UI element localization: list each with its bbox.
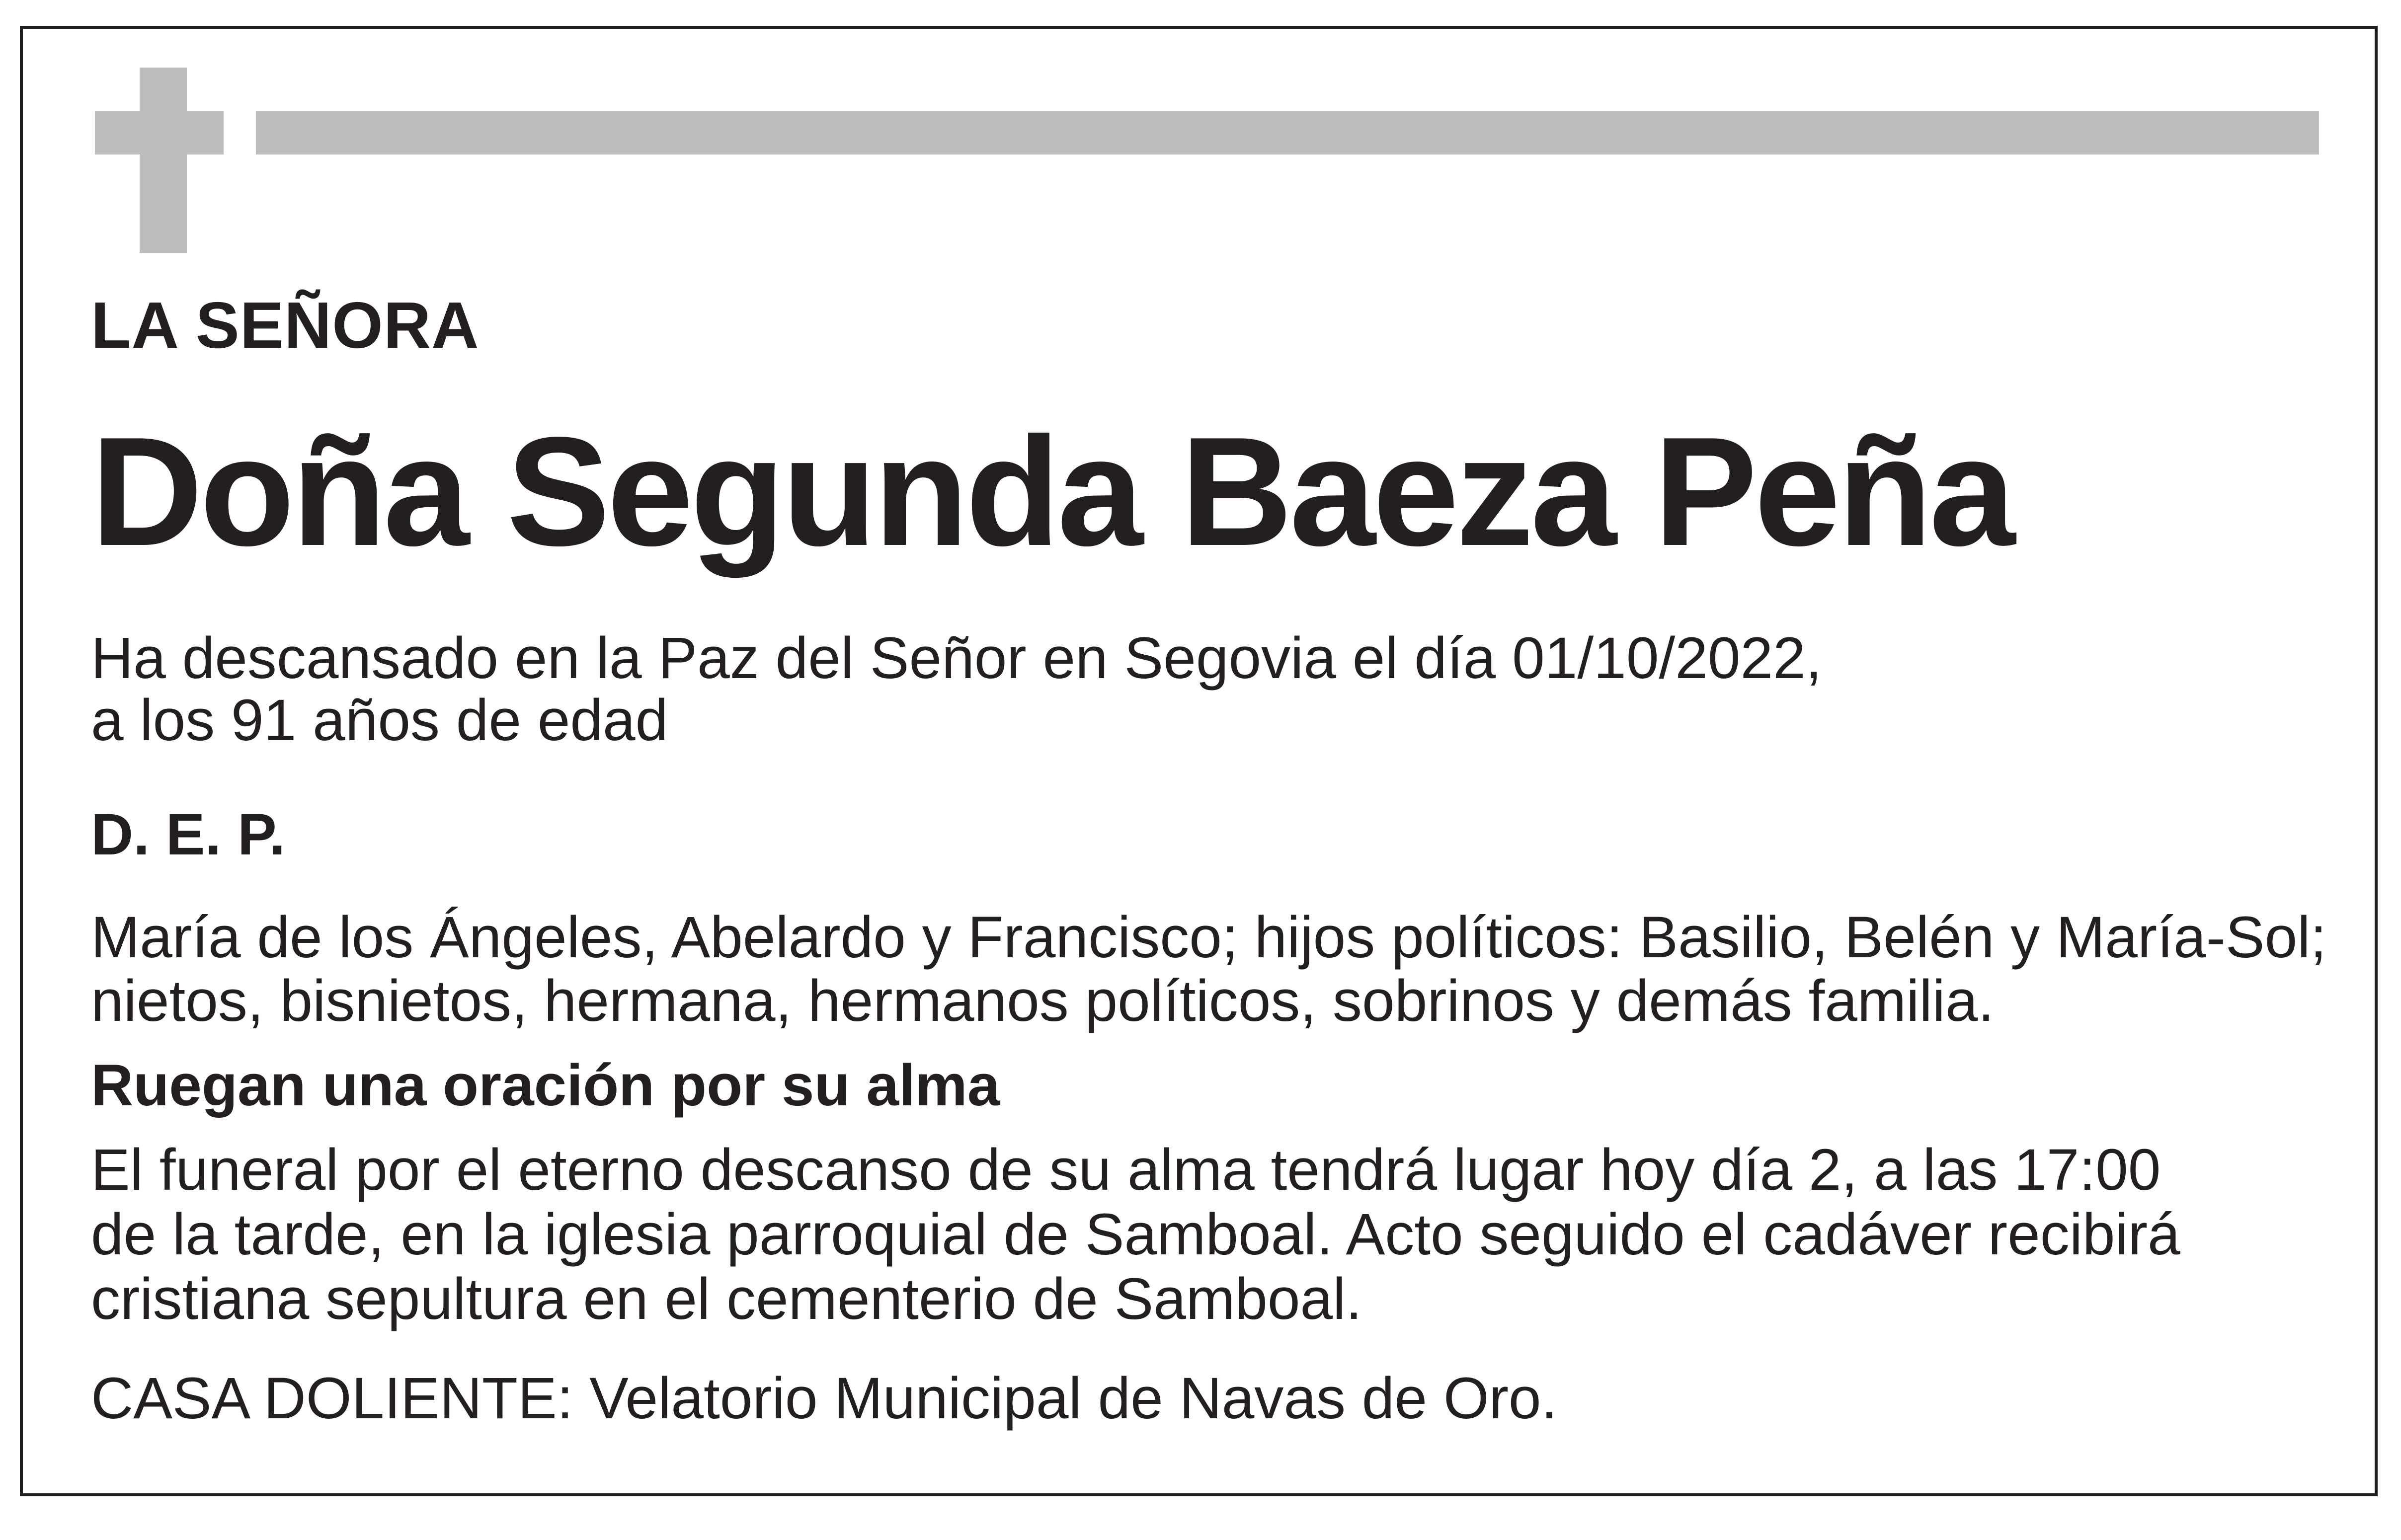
death-line-1: Ha descansado en la Paz del Señor en Segovia el día 01/10/2022,: [91, 625, 1822, 691]
dep-line: D. E. P.: [91, 802, 286, 867]
deceased-name: Doña Segunda Baeza Peña: [91, 405, 2013, 578]
death-line-2: a los 91 años de edad: [91, 688, 668, 753]
casa-doliente: CASA DOLIENTE: Velatorio Municipal de Navas de Oro.: [91, 1366, 1558, 1431]
cross-vertical-bar: [140, 68, 187, 253]
family-line-2: nietos, bisnietos, hermana, hermanos políticos, sobrinos y demás familia.: [91, 968, 1995, 1034]
title-label: LA SEÑORA: [91, 289, 480, 362]
cross-horizontal-bar: [95, 111, 224, 154]
header-rule: [256, 111, 2319, 154]
prayer-request: Ruegan una oración por su alma: [91, 1053, 1000, 1118]
funeral-line-3: cristiana sepultura en el cementerio de Samboal.: [91, 1266, 1362, 1332]
funeral-line-2: de la tarde, en la iglesia parroquial de Samboal. Acto seguido el cadáver recibirá: [91, 1202, 2180, 1267]
family-line-1: María de los Ángeles, Abelardo y Francisco; hijos políticos: Basilio, Belén y María-Sol;: [91, 905, 2327, 970]
funeral-line-1: El funeral por el eterno descanso de su alma tendrá lugar hoy día 2, a las 17:00: [91, 1137, 2161, 1203]
